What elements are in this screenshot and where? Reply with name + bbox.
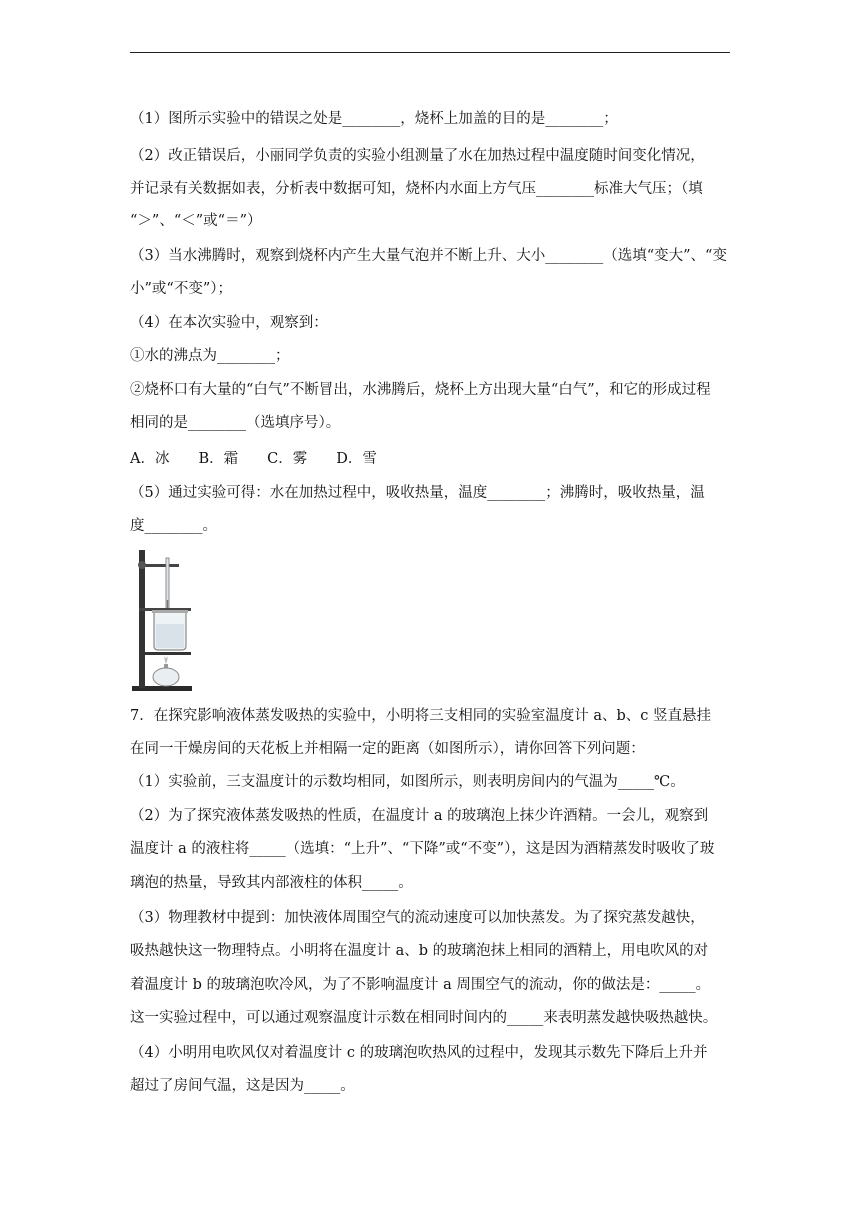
q6-part1: （1）图所示实验中的错误之处是________，烧杯上加盖的目的是________； <box>130 111 618 127</box>
flame <box>164 656 168 664</box>
q6-part3-line2: 小”或“不变”）； <box>130 281 232 297</box>
beaker-water <box>156 624 184 648</box>
q6-part5-line2: 度________。 <box>130 518 217 534</box>
beaker-lid <box>152 610 188 613</box>
q7-part3-line1: （3）物理教材中提到：加快液体周围空气的流动速度可以加快蒸发。为了探究蒸发越快， <box>130 910 705 926</box>
q7-part3-line3: 着温度计 b 的玻璃泡吹冷风，为了不影响温度计 a 周围空气的流动，你的做法是：_____。 <box>130 977 711 993</box>
q6-part2-line1: （2）改正错误后，小丽同学负责的实验小组测量了水在加热过程中温度随时间变化情况， <box>130 148 705 164</box>
stand-pole <box>139 550 145 688</box>
clamp-knob <box>138 561 146 569</box>
wire-gauze <box>145 652 191 655</box>
q6-part4-item2-line1: ②烧杯口有大量的“白气”不断冒出，水沸腾后，烧杯上方出现大量“白气”，和它的形成过程 <box>130 382 711 398</box>
q7-part2-line2: 温度计 a 的液柱将_____（选填：“上升”、“下降”或“不变”），这是因为酒精蒸发时吸收了玻 <box>130 841 715 857</box>
boiling-apparatus-figure <box>130 548 196 694</box>
q7-part3-line2: 吸热越快这一物理特点。小明将在温度计 a、b 的玻璃泡抹上相同的酒精上，用电吹风的对 <box>130 943 709 959</box>
q7-part2-line3: 璃泡的热量，导致其内部液柱的体积_____。 <box>130 875 413 891</box>
q7-part2-line1: （2）为了探究液体蒸发吸热的性质，在温度计 a 的玻璃泡上抹少许酒精。一会儿，观察到 <box>130 808 709 824</box>
q7-part4-line2: 超过了房间气温，这是因为_____。 <box>130 1078 355 1094</box>
q7-part4-line1: （4）小明用电吹风仅对着温度计 c 的玻璃泡吹热风的过程中，发现其示数先下降后上升并 <box>130 1045 708 1061</box>
q6-part2-line3: “＞”、“＜”或“＝”） <box>130 213 262 229</box>
q7-intro-line2: 在同一干燥房间的天花板上并相隔一定的距离（如图所示），请你回答下列问题： <box>130 741 645 757</box>
q7-intro-line1: 7．在探究影响液体蒸发吸热的实验中，小明将三支相同的实验室温度计 a、b、c 竖直悬挂 <box>130 708 711 724</box>
q6-part3-line1: （3）当水沸腾时，观察到烧杯内产生大量气泡并不断上升、大小________（选填“变大”、“变 <box>130 248 727 264</box>
q6-part4: （4）在本次实验中，观察到： <box>130 315 328 331</box>
header-rule <box>130 52 730 53</box>
q6-part4-item1: ①水的沸点为________； <box>130 348 290 364</box>
q6-options: A．冰 B．霜 C．雾 D．雪 <box>130 451 377 467</box>
q7-part1: （1）实验前，三支温度计的示数均相同，如图所示，则表明房间内的气温为_____℃。 <box>130 774 685 790</box>
q6-part2-line2: 并记录有关数据如表，分析表中数据可知，烧杯内水面上方气压________标准大气压；（填 <box>130 181 703 197</box>
q7-part3-line4: 这一实验过程中，可以通过观察温度计示数在相同时间内的_____来表明蒸发越快吸热越快。 <box>130 1010 718 1026</box>
q6-part5-line1: （5）通过实验可得：水在加热过程中，吸收热量，温度________；沸腾时，吸收热量，温 <box>130 485 705 501</box>
alcohol-lamp <box>153 668 179 686</box>
q6-part4-item2-line2: 相同的是________（选填序号）。 <box>130 415 341 431</box>
